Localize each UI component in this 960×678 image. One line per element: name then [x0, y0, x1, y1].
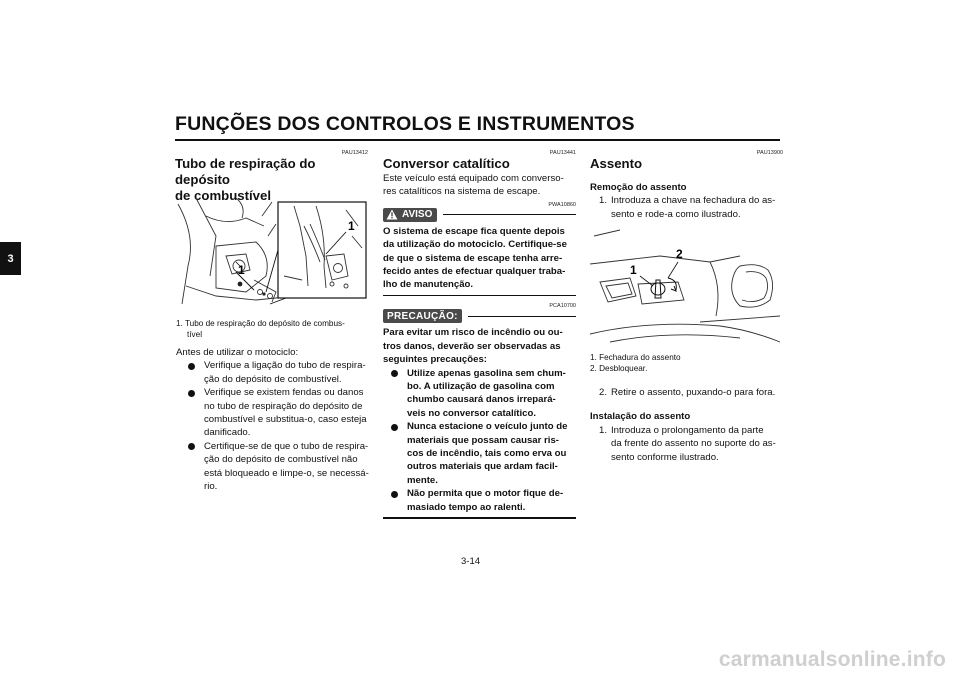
warning-badge: [383, 208, 437, 222]
bullet-icon: [188, 390, 195, 397]
list-item: Verifique se existem fendas ou danos no tubo de respiração do depósito de combustível e substitua-o, caso esteja danificado.: [186, 386, 369, 440]
warning-header: [383, 208, 576, 222]
bullet-icon: [391, 491, 398, 498]
bullet-icon: [391, 424, 398, 431]
caution-end-rule: [383, 517, 576, 519]
breather-hose-figure: [176, 196, 368, 306]
figure-callout-1: 1: [630, 263, 637, 277]
seat-body: [590, 386, 783, 464]
intro-line: Este veículo está equipado com converso-: [383, 173, 564, 184]
section-heading: Tubo de respiração do depósito: [175, 156, 316, 187]
section-heading-cont: de combustível: [175, 188, 272, 203]
section-heading: Assento: [590, 156, 643, 171]
breather-body: [176, 346, 369, 493]
section-seat: [590, 150, 783, 221]
seat-lock-illustration: [590, 226, 782, 348]
intro-text: Antes de utilizar o motociclo:: [176, 347, 299, 358]
list-item: Não permita que o motor fique de- masiado tempo ao ralenti.: [389, 487, 576, 514]
section-catalytic-converter: [383, 150, 576, 519]
warning-code: PWA10860: [548, 201, 576, 208]
list-item: Certifique-se de que o tubo de respira- ção do depósito de combustível não está bloqueado e limpe-o, se necessá- rio.: [186, 440, 369, 494]
breather-hose-illustration: [176, 196, 368, 306]
list-item: Verifique a ligação do tubo de respira- ção do depósito de combustível.: [186, 359, 369, 386]
seat-lock-figure: [590, 226, 782, 348]
caution-header: [383, 309, 576, 323]
section-code: PAU13412: [341, 150, 368, 156]
warning-end-rule: [383, 295, 576, 297]
step-item: 1. Introduza o prolongamento da parte da frente do assento no suporte do as- sento conforme ilustrado.: [599, 424, 776, 463]
header-rule: [175, 139, 780, 141]
caption-line-cont: tível: [187, 330, 203, 339]
section-code: PAU13441: [549, 150, 576, 156]
warning-rule: [443, 214, 576, 215]
figure-caption: [176, 318, 369, 340]
chapter-tab: 3: [0, 242, 21, 275]
figure-callout-1: 1: [238, 263, 245, 277]
caution-badge: PRECAUÇÃO:: [383, 309, 462, 323]
subsection-title: Instalação do assento: [590, 411, 691, 423]
caption-line: 1. Tubo de respiração do depósito de combus-: [176, 319, 345, 328]
list-item: Nunca estacione o veículo junto de materiais que possam causar ris- cos de incêndio, tais como erva ou outros materiais que ardam facil- mente.: [389, 420, 576, 487]
bullet-icon: [188, 443, 195, 450]
watermark: carmanualsonline.info: [718, 648, 946, 671]
page-number: 3-14: [461, 556, 481, 567]
figure-callout-2: 2: [676, 247, 683, 261]
step-item: 2. Retire o assento, puxando-o para fora.: [599, 387, 776, 398]
bullet-icon: [391, 370, 398, 377]
caption-line: 1. Fechadura do assento: [590, 353, 681, 362]
warning-triangle-icon: [386, 209, 398, 220]
caution-intro: Para evitar um risco de incêndio ou ou- tros danos, deverão ser observadas as seguintes precauções:: [383, 327, 563, 366]
caption-line: 2. Desbloquear.: [590, 364, 648, 373]
page-title: FUNÇÕES DOS CONTROLOS E INSTRUMENTOS: [175, 113, 635, 135]
section-heading: Conversor catalítico: [383, 156, 510, 171]
subsection-title: Remoção do assento: [590, 182, 687, 193]
list-item: Utilize apenas gasolina sem chum- bo. A utilização de gasolina com chumbo causará danos irrepará- veis no conversor catalítico.: [389, 367, 576, 421]
bullet-icon: [188, 363, 195, 370]
figure-callout-1-inset: 1: [348, 219, 355, 233]
step-item: 1. Introduza a chave na fechadura do as- sento e rode-a como ilustrado.: [599, 195, 776, 220]
caution-rule: [468, 316, 576, 317]
warning-text: O sistema de escape fica quente depois da utilização do motociclo. Certifique-se de que o sistema de escape tenha arre- fecido antes de efectuar qualquer traba- lho de manutenção.: [383, 225, 567, 291]
intro-line: res catalíticos na sistema de escape.: [383, 186, 541, 198]
warning-label: AVISO: [402, 209, 433, 221]
section-code: PAU13900: [756, 150, 783, 156]
caution-code: PCA10700: [549, 303, 576, 310]
figure-caption: [590, 352, 783, 374]
